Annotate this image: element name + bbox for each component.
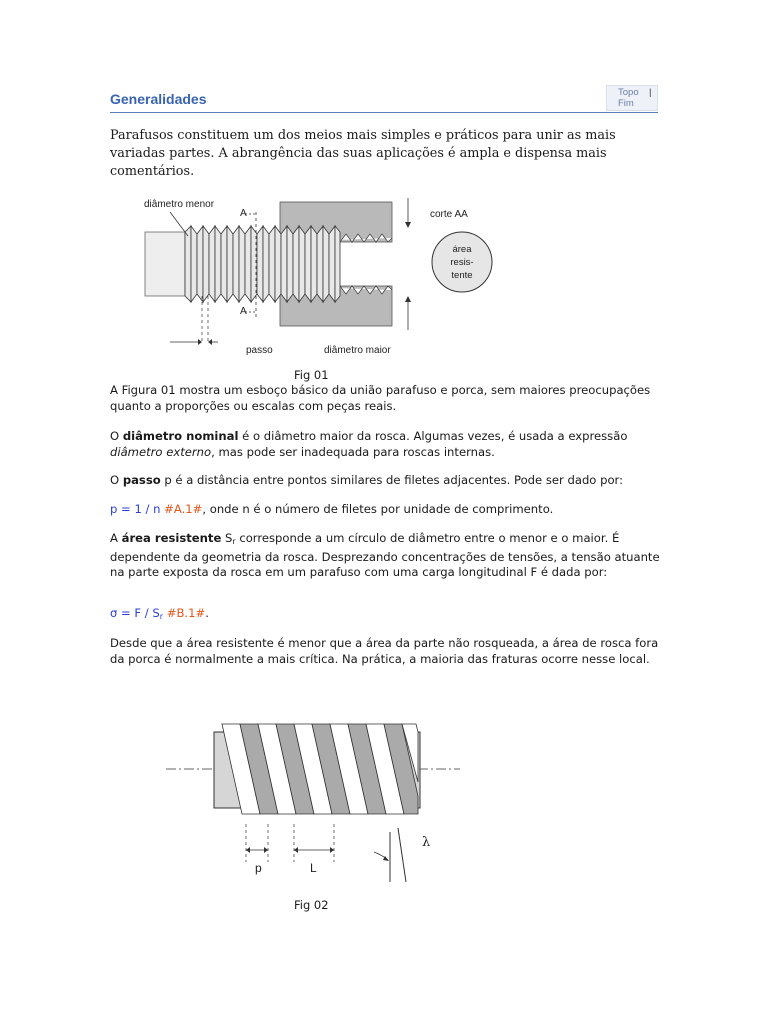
formula-tensao: $\sigma = F / S_r$ [110, 606, 164, 621]
fig1-label-passo: passo [246, 345, 273, 356]
fig2-label-lambda: λ [422, 835, 431, 850]
paragraph-area-critica: Desde que a área resistente é menor que a área da parte não rosqueada, a área de rosca fora da porca é normalmente a mais crítica. Na prática, a maioria das fraturas ocorre nesse local. [110, 636, 659, 666]
figure-01-diagram [140, 190, 500, 360]
term-diametro-nominal: diâmetro nominal [122, 429, 239, 443]
top-link[interactable]: Topo [618, 87, 639, 98]
nav-separator: | [649, 87, 652, 98]
fig2-caption: Fig 02 [294, 898, 329, 912]
equation-tensao: $\sigma = F / S_r$ #B.1#. [110, 606, 209, 621]
fig2-label-p: p [255, 861, 262, 875]
section-header [110, 86, 658, 113]
paragraph-diametro-nominal: O diâmetro nominal é o diâmetro maior da rosca. Algumas vezes, é usada a expressão diâmetro externo, mas pode ser inadequada para roscas internas. [110, 429, 628, 459]
fig1-label-area-3: tente [451, 270, 473, 281]
fig1-label-area-1: área [452, 244, 472, 255]
term-diametro-externo: diâmetro externo [110, 444, 212, 459]
figure-02-diagram [160, 712, 470, 888]
formula-passo: p = 1 / n [110, 502, 161, 516]
fig2-label-l: L [310, 861, 317, 875]
end-link[interactable]: Fim [618, 98, 634, 109]
ref-b1[interactable]: #B.1# [163, 606, 206, 620]
intro-paragraph: Parafusos constituem um dos meios mais simples e práticos para unir as mais variadas partes. A abrangência das suas aplicações é ampla e dispensa mais comentários. [110, 128, 616, 179]
lambda-slant [398, 828, 406, 882]
fig1-label-diametro-maior: diâmetro maior [324, 345, 391, 356]
ref-a1[interactable]: #A.1# [160, 502, 203, 516]
fig1-label-diametro-menor: diâmetro menor [144, 199, 215, 210]
bolt-shank [145, 232, 185, 296]
section-title: Generalidades [110, 91, 207, 107]
bolt-thread [185, 226, 340, 302]
fig1-label-a-bottom: A [240, 306, 247, 317]
term-passo: passo [122, 473, 161, 487]
equation-passo: p = 1 / n #A.1#, onde n é o número de filetes por unidade de comprimento. [110, 502, 554, 516]
fig1-label-area-2: resis- [450, 257, 474, 268]
fig1-label-a-top: A [240, 208, 247, 219]
paragraph-passo: O passo p é a distância entre pontos similares de filetes adjacentes. Pode ser dado por: [110, 473, 624, 487]
helical-threads [222, 724, 418, 814]
paragraph-fig01-description: A Figura 01 mostra um esboço básico da união parafuso e porca, sem maiores preocupações quanto a proporções ou escalas com peças reais. [110, 383, 651, 413]
paragraph-area-resistente: A área resistente $S_r$ corresponde a um círculo de diâmetro entre o menor e o maior. É dependente da geometria da rosca. Desprezando concentrações de tensões, a tensão atuante na parte exposta da rosca em um parafuso com uma carga longitudinal F é dada por: [110, 531, 660, 579]
term-area-resistente: área resistente [121, 531, 222, 545]
fig1-caption: Fig 01 [294, 368, 329, 382]
top-nav-box [606, 85, 658, 111]
fig1-label-corte: corte AA [430, 209, 468, 220]
